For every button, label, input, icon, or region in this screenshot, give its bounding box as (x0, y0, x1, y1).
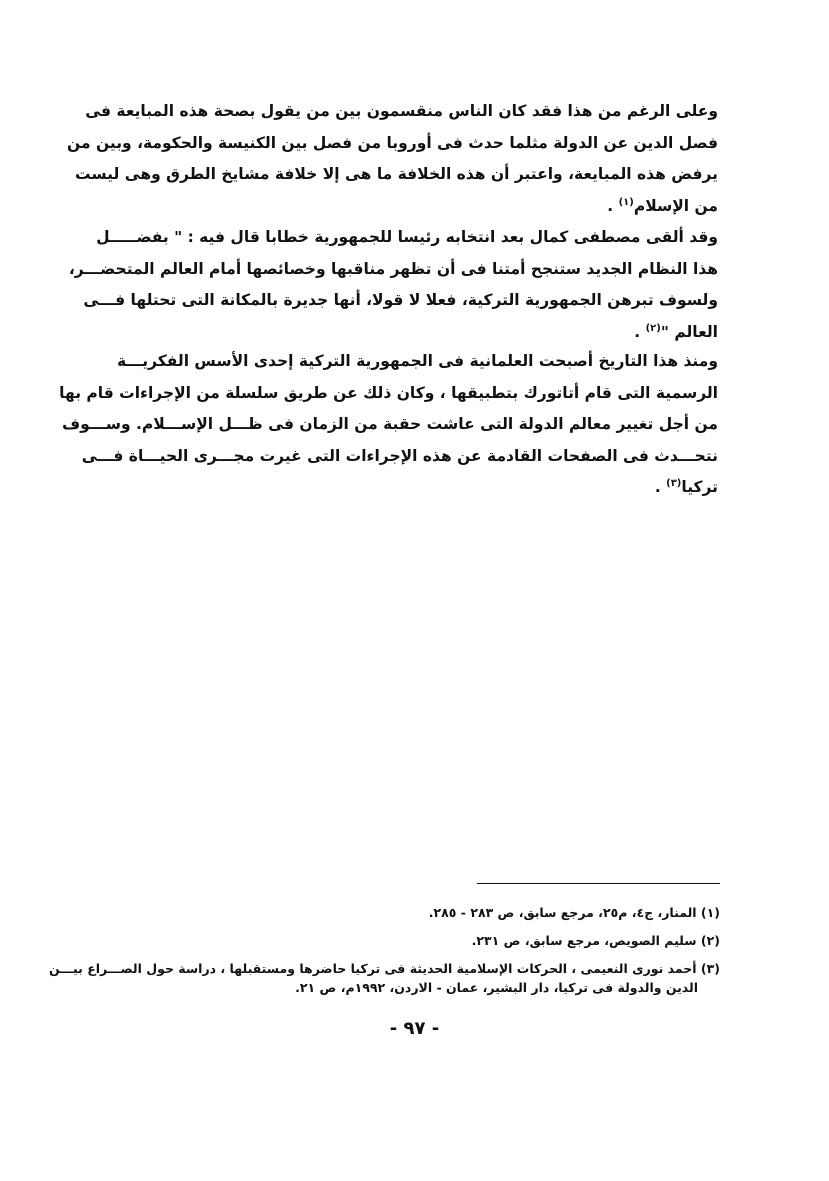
text-fragment: . (654, 478, 667, 496)
text-line: الرسمية التى قام أتاتورك بتطبيقها ، وكان ذلك عن طريق سلسلة من الإجراءات قام بها (59, 383, 718, 402)
footnote-ref: (٢) (645, 322, 661, 334)
text-line: وعلى الرغم من هذا فقد كان الناس منقسمون بين من يقول بصحة هذه المبايعة فى (85, 102, 718, 120)
text-line: فصل الدين عن الدولة مثلما حدث فى أوروبا من فصل بين الكنيسة والحكومة، وبين من (67, 133, 718, 152)
footnotes (48, 899, 720, 999)
footnote-ref: (٣) (666, 477, 682, 489)
text-line: نتحـــدث فى الصفحات القادمة عن هذه الإجراءات التى غيرت مجـــرى الحيـــاة فـــى (81, 446, 718, 465)
text-line: من أجل تغيير معالم الدولة التى عاشت حقبة من الزمان فى ظـــل الإســـلام. وســـوف (62, 415, 718, 433)
text-line-last (101, 317, 718, 349)
text-line: ولسوف تبرهن الجمهورية التركية، فعلا لا قولا، أنها جديرة بالمكانة التى تحتلها فـــى (83, 291, 718, 309)
text-line: وقد ألقى مصطفى كمال بعد انتخابه رئيسا للجمهورية خطابا قال فيه : " بفضـــــل (96, 228, 718, 246)
text-fragment: . (634, 322, 646, 341)
paragraph-3 (59, 346, 718, 504)
text-line: هذا النظام الجديد ستنجح أمتنا فى أن تظهر مناقبها وخصائصها أمام العالم المتحضـــر، (68, 259, 718, 278)
footnote-3-continuation: الدين والدولة فى تركيا، دار البشير، عمان - الاردن، ١٩٩٢م، ص ٢١. (295, 980, 698, 995)
footnote-2: (٢) سليم الصويص، مرجع سابق، ص ٢٣١. (471, 933, 720, 948)
footnote-1: (١) المنار، ج٤، م٢٥، مرجع سابق، ص ٢٨٣ - ٢٨٥. (428, 905, 720, 920)
footnote-ref: (١) (618, 196, 634, 208)
text-line-last (101, 472, 718, 504)
text-fragment: . (607, 196, 619, 215)
text-fragment: تركيا (681, 478, 718, 496)
text-fragment: من الإسلام (633, 196, 718, 215)
footnote-separator (477, 883, 720, 884)
text-line: يرفض هذه المبايعة، واعتبر أن هذه الخلافة ما هى إلا خلافة مشايخ الطرق وهى ليست (74, 165, 718, 183)
text-line-last (101, 191, 718, 223)
paragraph-1 (67, 96, 718, 222)
paragraph-2 (68, 222, 718, 348)
text-fragment: العالم " (660, 322, 718, 341)
page-number: - ٩٧ - (389, 1018, 440, 1039)
footnote-3: (٣) أحمد نورى النعيمى ، الحركات الإسلامية الحديثة فى تركيا حاضرها ومستقبلها ، دراسة حول الصـــراع بيـــن (48, 961, 720, 976)
text-line: ومنذ هذا التاريخ أصبحت العلمانية فى الجمهورية التركية إحدى الأسس الفكريـــة (116, 352, 718, 370)
